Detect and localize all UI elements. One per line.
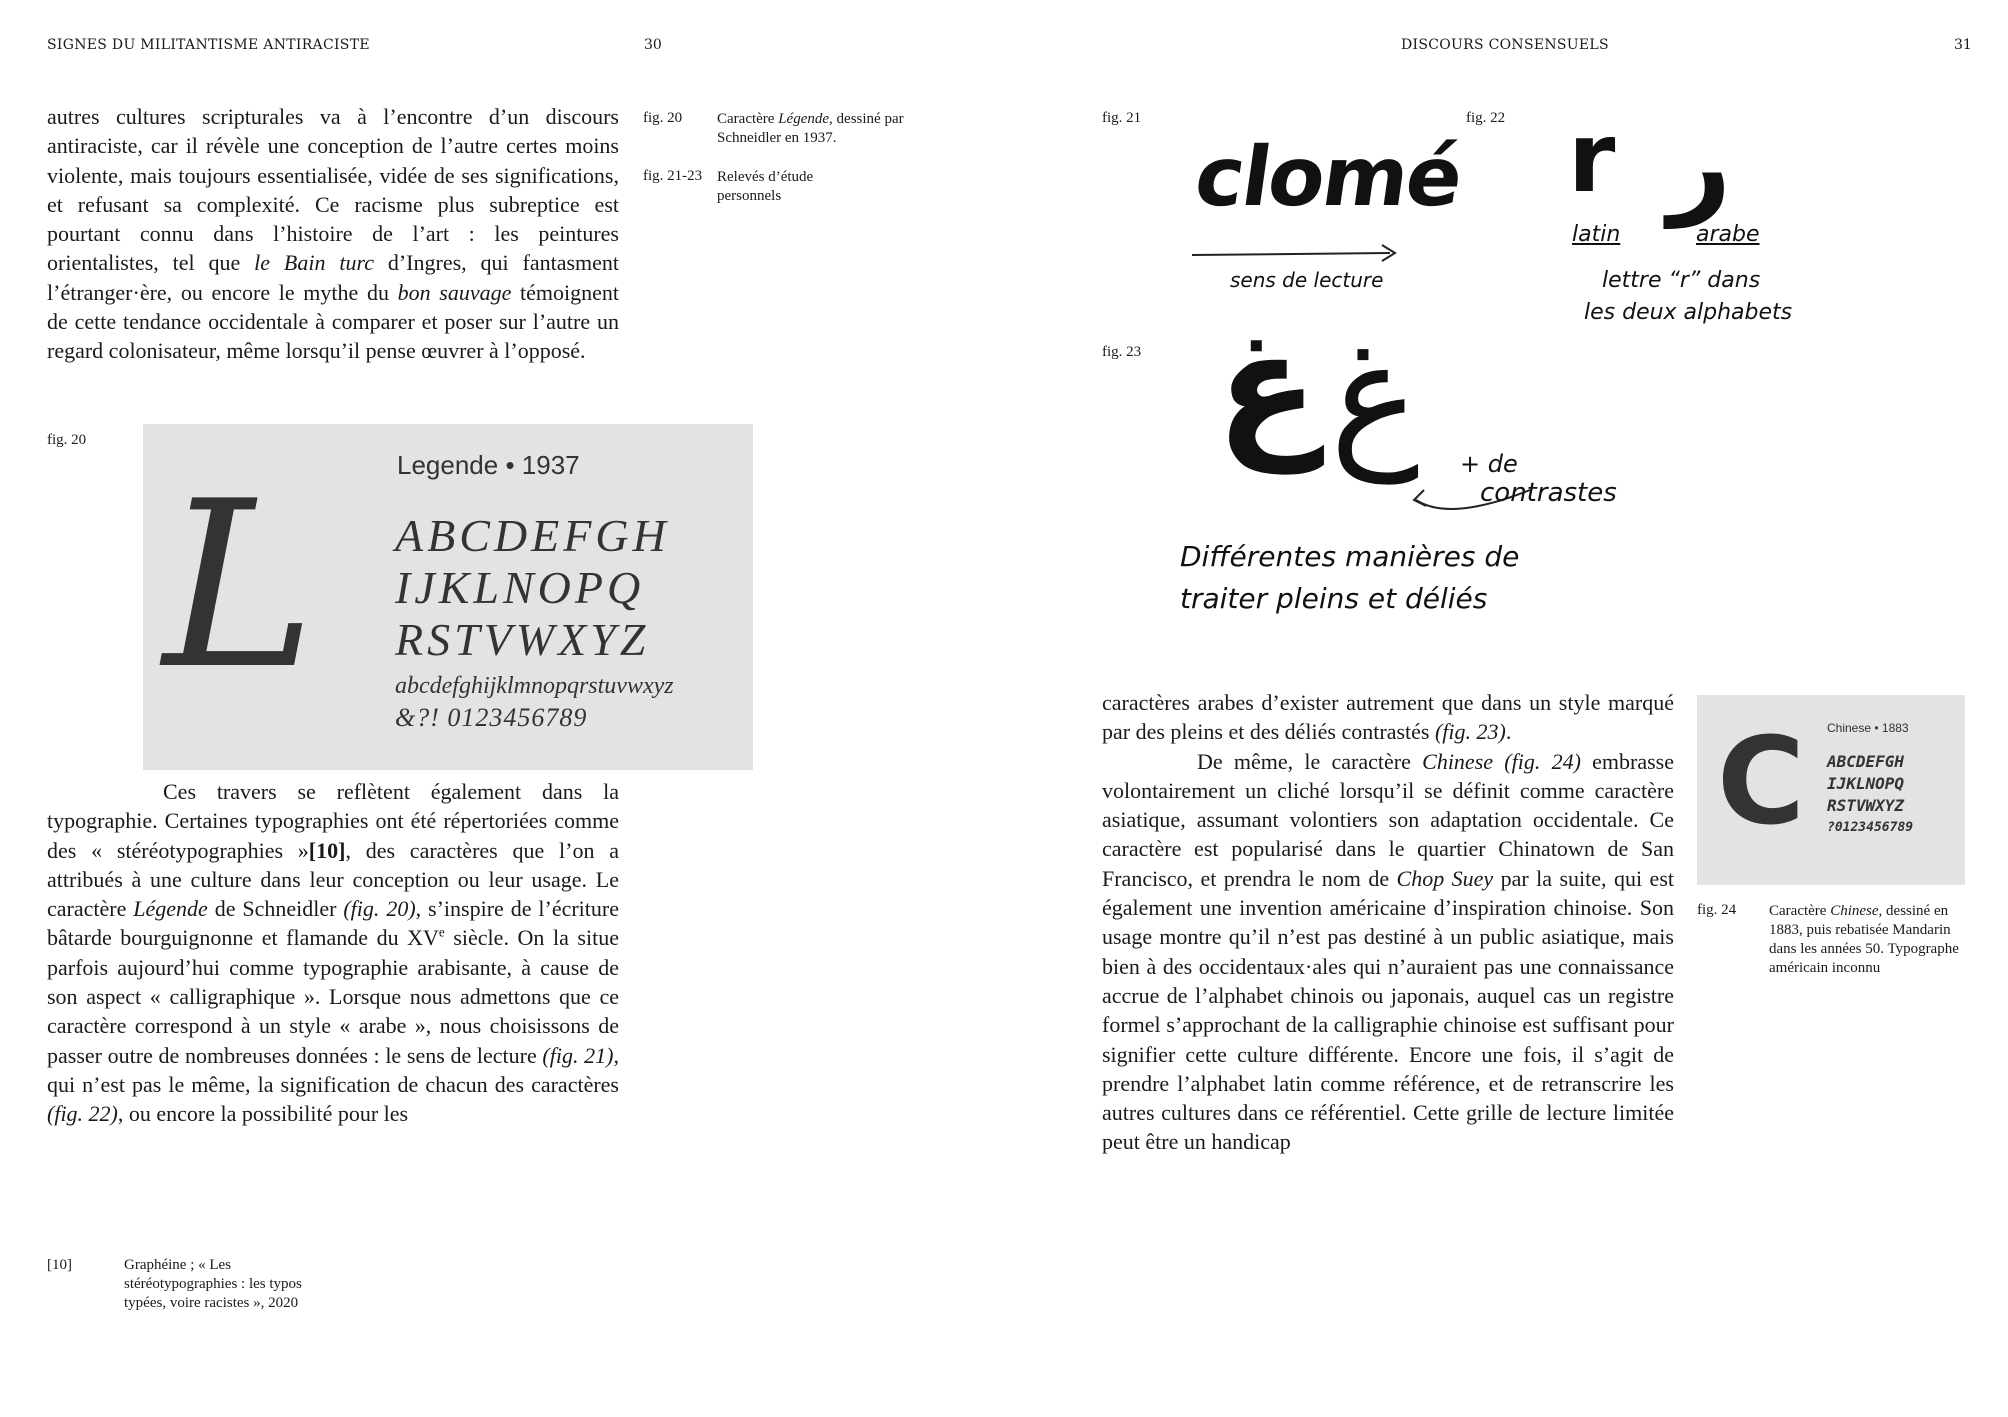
fig23-sketch (1180, 300, 1620, 630)
fig21-label: fig. 21 (1102, 110, 1142, 126)
footnote-mark: [10] (47, 1257, 72, 1273)
left-paragraph-2 (47, 777, 619, 1129)
fig23-label: fig. 23 (1102, 344, 1142, 360)
sketch-note: lettre “r” dans (1602, 268, 1761, 293)
text-run: Légende (133, 896, 208, 922)
text-run: De même, le caractère (1197, 748, 1423, 774)
text-run: (fig. 20) (343, 896, 416, 922)
text-run: autres cultures scripturales va à l’encontre d’un discours antiraciste, car il révèle une conception de l’autre certes moins violente, mais toujours essentialisée, vidée de ses significations, et refusant sa complexité. Ce racisme plus subreptice est pourtant connu dans l’histoire de l’art : les peintures orientalistes, tel que (47, 104, 619, 276)
text-run: Chinese (1830, 903, 1879, 919)
specimen-row: ?0123456789 (1827, 820, 1914, 835)
sidebar-captions (643, 110, 943, 206)
sketch-note: sens de lecture (1230, 268, 1384, 292)
running-head-left: SIGNES DU MILITANTISME ANTIRACISTE (47, 37, 370, 53)
text-run: d’Ingres, qui fantasment l’étranger·ère, ou encore le mythe du (47, 250, 620, 305)
specimen-title: Legende • 1937 (397, 450, 580, 480)
text-run: Chinese (fig. 24) (1422, 748, 1581, 774)
specimen-row: &?! 0123456789 (395, 703, 588, 732)
text-run: (fig. 21) (542, 1042, 614, 1068)
sketch-word: clomé (1189, 130, 1467, 225)
sketch-arabic-glyph: ر (1668, 100, 1732, 228)
sketch-contrasts: contrastes (1480, 478, 1617, 508)
text-run: Chop Suey (1396, 865, 1494, 891)
caption-label: fig. 21-23 (643, 168, 703, 184)
fig20-specimen (143, 424, 753, 770)
sketch-note: traiter pleins et déliés (1180, 582, 1488, 615)
text-run: , dessiné par Schneidler en 1937. (717, 111, 904, 146)
text-run: Légende (778, 111, 830, 127)
text-run: caractères arabes d’exister autrement que dans un style marqué par des pleins et des déliés contrastés (1102, 690, 1674, 745)
text-run: , s’inspire de l’écriture bâtarde bourguignonne et flamande du XV (47, 896, 619, 951)
text-run: , des caractères que l’on a attribués à une culture dans leur conception ou leur usage. Le caractère (47, 837, 619, 922)
specimen-rows (1827, 751, 1913, 839)
specimen-row: RSTVWXYZ (1827, 796, 1905, 815)
caption-fig24 (1697, 902, 1969, 978)
right-paragraph-1 (1102, 688, 1674, 747)
specimen-row: ABCDEFGH (395, 510, 670, 561)
text-run: embrasse volontairement un cliché lorsqu’il se définit comme caractère asiatique, assumant volontiers son adaptation occidentale. Ce caractère est popularisé dans le quartier Chinatown de San Francisco, et prendra le nom de (1102, 748, 1674, 891)
fig22-label: fig. 22 (1466, 110, 1506, 126)
fig22-sketch (1560, 100, 1800, 350)
text-run: bon sauvage (397, 279, 512, 305)
text-run: témoignent de cette tendance occidentale à comparer et poser sur l’autre un regard colonisateur, même lorsqu’il pense œuvrer à l’opposé. (47, 279, 619, 364)
page-number-left: 30 (644, 37, 662, 53)
text-run: Caractère (1769, 903, 1831, 919)
text-run: , dessiné en 1883, puis rebatisée Mandarin dans les années 50. Typographe américain inconnu (1769, 903, 1959, 976)
footnote-text: Graphéine ; « Les stéréotypographies : les typos typées, voire racistes », 2020 (124, 1257, 302, 1311)
sketch-plus: + de (1460, 450, 1518, 478)
text-run: Relevés d’étude personnels (717, 169, 814, 204)
specimen-big-letter: L (163, 453, 316, 720)
text-run: . (1505, 719, 1512, 745)
specimen-row: IJKLNOPQ (395, 562, 645, 613)
specimen-title: Chinese • 1883 (1827, 721, 1909, 735)
text-run: [10] (308, 837, 346, 863)
text-run: e (438, 925, 445, 941)
sketch-arabe-label: arabe (1696, 222, 1760, 247)
text-run: Caractère (717, 111, 779, 127)
caption-text (717, 110, 917, 148)
text-run: siècle. On la situe parfois aujourd’hui comme typographie arabisante, à cause de son aspect « calligraphique ». Lorsque nous admettons que ce caractère correspond à un style « arabe », nous choisissons de passer outre de nombreuses données : le sens de lecture (47, 925, 619, 1068)
sketch-note: Différentes manières de (1180, 540, 1520, 573)
text-run: Ces travers se reflètent également dans la typographie. Certaines typographies ont été répertoriées comme des « stéréotypographies » (47, 779, 619, 863)
text-run: (fig. 23) (1434, 719, 1506, 745)
sketch-arabic-glyph: غ (1330, 310, 1420, 484)
page-number-right: 31 (1954, 37, 1972, 53)
left-paragraph-1 (47, 102, 619, 366)
specimen-row: IJKLNOPQ (1827, 774, 1905, 793)
caption-text (1769, 902, 1969, 978)
right-paragraph-2 (1102, 747, 1674, 1157)
fig24-specimen (1697, 695, 1965, 885)
sketch-arabic-glyph: غ (1216, 300, 1319, 474)
specimen-big-letter: C (1717, 713, 1806, 852)
sketch-latin-label: latin (1572, 222, 1621, 247)
specimen-row: ABCDEFGH (1827, 752, 1905, 771)
caption-label: fig. 20 (643, 110, 683, 126)
text-run: , qui n’est pas le même, la signification de chacun des caractères (47, 1042, 619, 1097)
specimen-rows (395, 510, 674, 734)
fig21-sketch (1189, 130, 1467, 310)
specimen-row: abcdefghijklmnopqrstuvwxyz (395, 673, 674, 699)
text-run: par la suite, qui est également une invention américaine d’inspiration chinoise. Son usage montre qu’il n’est pas destiné à un public asiatique, mais bien à des occidentaux·ales qui n’auraient pas une connaissance accrue de l’alphabet chinois ou japonais, auquel cas un registre formel s’approchant de la calligraphie chinoise est suffisant pour signifier cette culture différente. Encore une fois, il s’agit de prendre l’alphabet latin comme référence, et de retranscrire les autres cultures dans ce référentiel. Cette grille de lecture limitée peut être un handicap (1102, 865, 1674, 1155)
caption-fig21-23 (643, 168, 943, 206)
specimen-row: RSTVWXYZ (395, 614, 650, 665)
left-paragraph-2-text (47, 777, 619, 1129)
running-head-right: DISCOURS CONSENSUELS (1401, 37, 1609, 53)
right-body-text (1102, 688, 1674, 1157)
text-run: de Schneidler (207, 896, 344, 922)
caption-fig20 (643, 110, 943, 148)
caption-label: fig. 24 (1697, 902, 1737, 918)
sketch-latin-glyph: r (1568, 102, 1616, 214)
sketch-note: les deux alphabets (1584, 300, 1793, 325)
caption-text (717, 168, 847, 206)
text-run: (fig. 22) (47, 1101, 118, 1127)
text-run: , ou encore la possibilité pour les (117, 1101, 409, 1127)
footnote (47, 1256, 314, 1313)
text-run: le Bain turc (254, 250, 374, 276)
fig20-label: fig. 20 (47, 432, 87, 448)
reading-direction-arrow-icon (1190, 240, 1410, 270)
